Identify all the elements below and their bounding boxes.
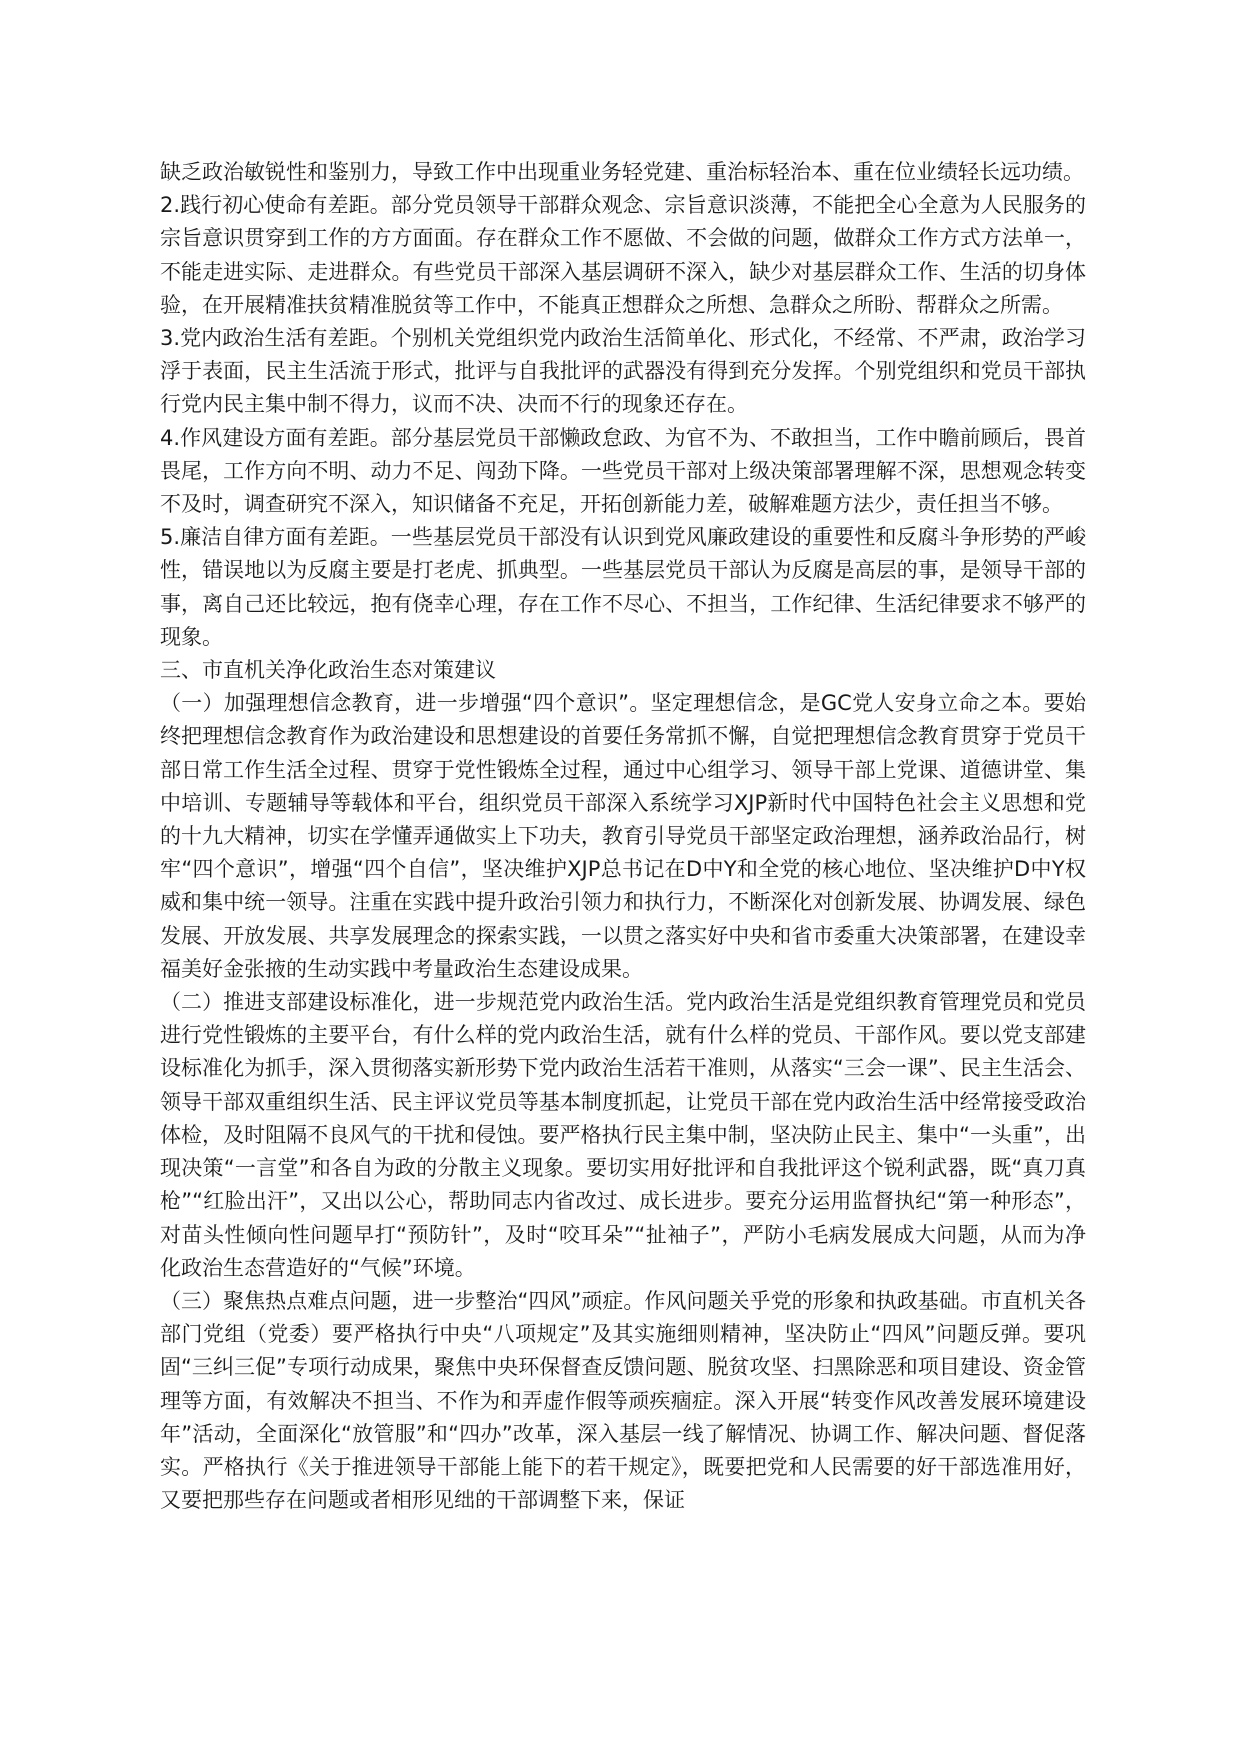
section-heading-3: 三、市直机关净化政治生态对策建议: [160, 658, 496, 683]
paragraph-3-political-life-gap: 3.党内政治生活有差距。个别机关党组织党内政治生活简单化、形式化，不经常、不严肃，政治学习浮于表面，民主生活流于形式，批评与自我批评的武器没有得到充分发挥。个别党组织和党员干部执行党内民主集中制不得力，议而不决、决而不行的现象还存在。: [160, 326, 1086, 417]
document-body: [160, 156, 1086, 1517]
paragraph-2-mission-gap: 2.践行初心使命有差距。部分党员领导干部群众观念、宗旨意识淡薄，不能把全心全意为人民服务的宗旨意识贯穿到工作的方方面面。存在群众工作不愿做、不会做的问题，做群众工作方式方法单一，不能走进实际、走进群众。有些党员干部深入基层调研不深入，缺少对基层群众工作、生活的切身体验，在开展精准扶贫精准脱贫等工作中，不能真正想群众之所想、急群众之所盼、帮群众之所需。: [160, 193, 1086, 317]
paragraph-branch-standardization: （二）推进支部建设标准化，进一步规范党内政治生活。党内政治生活是党组织教育管理党员和党员进行党性锻炼的主要平台，有什么样的党内政治生活，就有什么样的党员、干部作风。要以党支部建设标准化为抓手，深入贯彻落实新形势下党内政治生活若干准则，从落实“三会一课”、民主生活会、领导干部双重组织生活、民主评议党员等基本制度抓起，让党员干部在党内政治生活中经常接受政治体检，及时阻隔不良风气的干扰和侵蚀。要严格执行民主集中制，坚决防止民主、集中“一头重”，出现决策“一言堂”和各自为政的分散主义现象。要切实用好批评和自我批评这个锐利武器，既“真刀真枪”“红脸出汗”，又出以公心，帮助同志内省改过、成长进步。要充分运用监督执纪“第一种形态”，对苗头性倾向性问题早打“预防针”，及时“咬耳朵”“扯袖子”，严防小毛病发展成大问题，从而为净化政治生态营造好的“气候”环境。: [160, 990, 1086, 1280]
paragraph-4-work-style-gap: 4.作风建设方面有差距。部分基层党员干部懒政怠政、为官不为、不敢担当，工作中瞻前顾后，畏首畏尾，工作方向不明、动力不足、闯劲下降。一些党员干部对上级决策部署理解不深，思想观念转变不及时，调查研究不深入，知识储备不充足，开拓创新能力差，破解难题方法少，责任担当不够。: [160, 425, 1086, 517]
paragraph-ideals-education: （一）加强理想信念教育，进一步增强“四个意识”。坚定理想信念，是GC党人安身立命之本。要始终把理想信念教育作为政治建设和思想建设的首要任务常抓不懈，自觉把理想信念教育贯穿于党员干部日常工作生活全过程、贯穿于党性锻炼全过程，通过中心组学习、领导干部上党课、道德讲堂、集中培训、专题辅导等载体和平台，组织党员干部深入系统学习XJP新时代中国特色社会主义思想和党的十九大精神，切实在学懂弄通做实上下功夫，教育引导党员干部坚定政治理想，涵养政治品行，树牢“四个意识”，增强“四个自信”，坚决维护XJP总书记在D中Y和全党的核心地位、坚决维护D中Y权威和集中统一领导。注重在实践中提升政治引领力和执行力，不断深化对创新发展、协调发展、绿色发展、开放发展、共享发展理念的探索实践，一以贯之落实好中央和省市委重大决策部署，在建设幸福美好金张掖的生动实践中考量政治生态建设成果。: [160, 691, 1086, 981]
paragraph-5-integrity-gap: 5.廉洁自律方面有差距。一些基层党员干部没有认识到党风廉政建设的重要性和反腐斗争形势的严峻性，错误地以为反腐主要是打老虎、抓典型。一些基层党员干部认为反腐是高层的事，是领导干部的事，离自己还比较远，抱有侥幸心理，存在工作不尽心、不担当，工作纪律、生活纪律要求不够严的现象。: [160, 525, 1086, 649]
paragraph-1-continuation: 缺乏政治敏锐性和鉴别力，导致工作中出现重业务轻党建、重治标轻治本、重在位业绩轻长远功绩。: [160, 160, 1084, 184]
paragraph-four-winds: （三）聚焦热点难点问题，进一步整治“四风”顽症。作风问题关乎党的形象和执政基础。市直机关各部门党组（党委）要严格执行中央“八项规定”及其实施细则精神，坚决防止“四风”问题反弹。要巩固“三纠三促”专项行动成果，聚焦中央环保督查反馈问题、脱贫攻坚、扫黑除恶和项目建设、资金管理等方面，有效解决不担当、不作为和弄虚作假等顽疾痼症。深入开展“转变作风改善发展环境建设年”活动，全面深化“放管服”和“四办”改革，深入基层一线了解情况、协调工作、解决问题、督促落实。严格执行《关于推进领导干部能上能下的若干规定》，既要把党和人民需要的好干部选准用好，又要把那些存在问题或者相形见绌的干部调整下来，保证: [160, 1288, 1086, 1513]
